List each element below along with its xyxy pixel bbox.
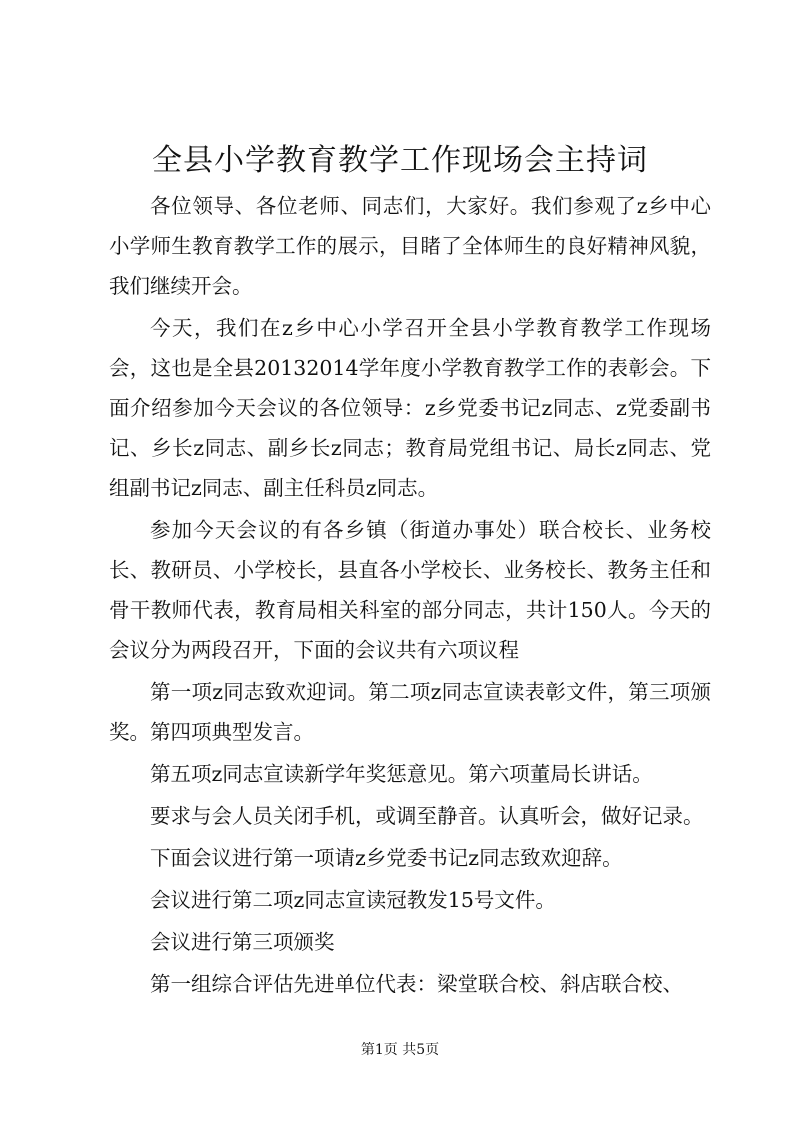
paragraph: 第五项z同志宣读新学年奖惩意见。第六项董局长讲话。 [150,762,653,786]
document-title: 全县小学教育教学工作现场会主持词 [152,143,648,178]
page-number-footer: 第1页 共5页 [360,1042,440,1058]
paragraph: 第一组综合评估先进单位代表：梁堂联合校、斜店联合校、 [150,972,683,996]
paragraph: 参加今天会议的有各乡镇（街道办事处）联合校长、业务校长、教研员、小学校长，县直各小学校长、业务校长、教务主任和骨干教师代表，教育局相关科室的部分同志，共计150人。今天的会议分为两段召开，下面的会议共有六项议程 [109,518,711,662]
paragraph: 各位领导、各位老师、同志们，大家好。我们参观了z乡中心小学师生教育教学工作的展示，目睹了全体师生的良好精神风貌，我们继续开会。 [109,194,711,298]
paragraph: 会议进行第二项z同志宣读冠教发15号文件。 [150,888,556,912]
paragraph: 下面会议进行第一项请z乡党委书记z同志致欢迎辞。 [150,846,623,870]
document-body [109,186,711,1006]
paragraph: 要求与会人员关闭手机，或调至静音。认真听会，做好记录。 [150,804,704,828]
paragraph: 第一项z同志致欢迎词。第二项z同志宣读表彰文件，第三项颁奖。第四项典型发言。 [109,680,711,744]
paragraph: 会议进行第三项颁奖 [150,930,335,954]
paragraph: 今天，我们在z乡中心小学召开全县小学教育教学工作现场会，这也是全县20132014学年度小学教育教学工作的表彰会。下面介绍参加今天会议的各位领导：z乡党委书记z同志、z党委副书记、乡长z同志、副乡长z同志；教育局党组书记、局长z同志、党组副书记z同志、副主任科员z同志。 [109,316,711,500]
